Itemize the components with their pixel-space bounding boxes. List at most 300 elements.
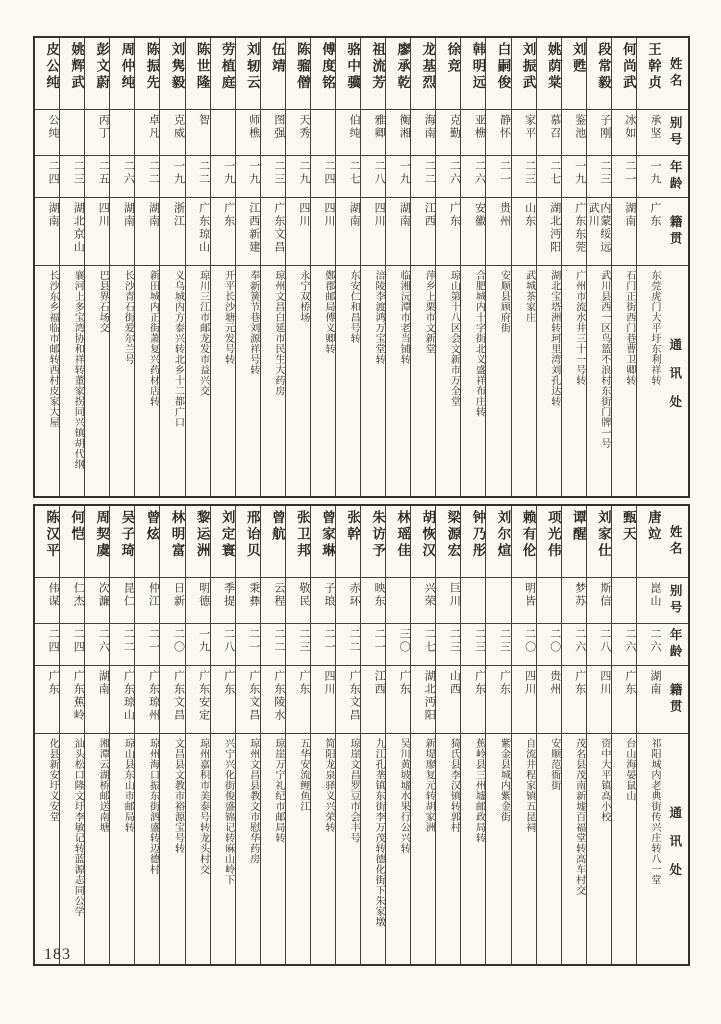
person-name: 梁源宏 <box>436 506 460 578</box>
person-age: 二四 <box>35 624 59 666</box>
person-column <box>612 506 637 964</box>
person-age: 二四 <box>35 156 59 198</box>
person-alias: 公纯 <box>35 110 59 156</box>
person-name: 张卫邦 <box>286 506 310 578</box>
person-name: 彭文蔚 <box>85 38 109 110</box>
person-column <box>386 38 411 496</box>
person-age: 二一 <box>135 624 159 666</box>
person-column <box>386 506 411 964</box>
person-column <box>637 506 661 964</box>
person-alias <box>537 578 561 624</box>
person-alias: 子刚 <box>587 110 611 156</box>
person-alias: 亚樵 <box>461 110 485 156</box>
person-alias: 冰如 <box>612 110 636 156</box>
person-native: 湖北沔阳 <box>537 198 561 266</box>
person-name: 姚辉武 <box>60 38 84 110</box>
person-age: 二一 <box>361 624 385 666</box>
person-age: 二八 <box>587 624 611 666</box>
person-alias: 伟谋 <box>35 578 59 624</box>
person-native: 广东琼州 <box>135 666 159 734</box>
person-age: 一九 <box>386 156 410 198</box>
person-native: 广东文昌 <box>236 666 260 734</box>
header-name: 姓名 <box>661 38 688 110</box>
person-address: 祁阳城内老典街传兴庄转八一堂 <box>649 738 660 885</box>
person-alias: 卓凡 <box>135 110 159 156</box>
header-address: 通讯处 <box>667 338 682 424</box>
person-alias <box>461 578 485 624</box>
person-column <box>35 506 60 964</box>
person-address: 琼州文昌白延市民生大药房 <box>272 270 284 396</box>
table-header-column <box>661 506 688 964</box>
person-native: 湖南 <box>135 198 159 266</box>
person-alias: 承坚 <box>637 110 661 156</box>
person-native: 湖北京山 <box>60 198 84 266</box>
person-alias: 图强 <box>261 110 285 156</box>
person-column <box>60 38 85 496</box>
person-address: 长沙青石街爱尔兰号 <box>122 270 134 365</box>
person-alias: 智 <box>186 110 210 156</box>
person-name: 周仲纯 <box>110 38 134 110</box>
person-alias: 仲江 <box>135 578 159 624</box>
person-address: 紫金县城内紫金街 <box>498 738 510 822</box>
person-native: 广东 <box>386 666 410 734</box>
person-age: 二三 <box>60 156 84 198</box>
person-native: 广东琼山 <box>186 198 210 266</box>
person-age: 二六 <box>637 624 661 666</box>
person-native: 江西 <box>411 198 435 266</box>
person-native: 广东 <box>562 666 586 734</box>
person-address: 资中大平镇高小校 <box>598 738 610 822</box>
person-native: 广东 <box>486 666 510 734</box>
person-alias: 崑山 <box>637 578 661 624</box>
person-address: 巴县界石场交 <box>97 270 109 333</box>
person-name: 傅度铭 <box>311 38 335 110</box>
person-address: 台山海晏鼠山 <box>623 738 635 801</box>
person-name: 刘轫云 <box>236 38 260 110</box>
person-alias: 子琅 <box>311 578 335 624</box>
person-address: 合肥城内十字街北义盛祥布庄转 <box>473 270 485 417</box>
person-name: 陈骝僧 <box>286 38 310 110</box>
person-address: 九江孔垄镇东街李万茂转德化街下朱家墩 <box>373 738 385 927</box>
person-age: 二一 <box>486 156 510 198</box>
person-name: 谭醒 <box>562 506 586 578</box>
person-address: 新堤廖复元转胡家洲 <box>423 738 435 833</box>
person-alias: 克勤 <box>436 110 460 156</box>
person-column <box>537 506 562 964</box>
person-column <box>186 38 211 496</box>
person-column <box>461 38 486 496</box>
person-age: 一九 <box>637 156 661 198</box>
person-age: 二一 <box>236 624 260 666</box>
person-column <box>160 506 185 964</box>
person-native: 江西 <box>361 666 385 734</box>
person-native: 湖南 <box>386 198 410 266</box>
person-alias <box>60 110 84 156</box>
person-native: 浙江 <box>160 198 184 266</box>
person-column <box>286 38 311 496</box>
person-name: 赖有伦 <box>512 506 536 578</box>
person-native: 湖南 <box>35 198 59 266</box>
person-alias: 巨川 <box>436 578 460 624</box>
person-address: 鄭郡邮局傅义卿转 <box>322 270 334 354</box>
directory-table-top <box>33 36 690 498</box>
person-alias: 季提 <box>211 578 235 624</box>
person-age: 二九 <box>286 156 310 198</box>
person-name: 徐竞 <box>436 38 460 110</box>
person-alias: 云程 <box>261 578 285 624</box>
person-name: 骆中骥 <box>336 38 360 110</box>
person-name: 吴子琦 <box>110 506 134 578</box>
header-address: 通讯处 <box>667 806 682 892</box>
person-age: 一九 <box>562 156 586 198</box>
person-address: 武川县西一区鸟篮不浪村东街门牌一号 <box>598 270 610 449</box>
person-age: 一九 <box>160 156 184 198</box>
person-name: 陈汉平 <box>35 506 59 578</box>
person-native: 广东 <box>35 666 59 734</box>
person-alias: 明皆 <box>512 578 536 624</box>
person-column <box>311 38 336 496</box>
person-column <box>211 506 236 964</box>
person-column <box>361 506 386 964</box>
person-alias: 明德 <box>186 578 210 624</box>
person-native: 广东东莞 <box>562 198 586 266</box>
page-number: 183 <box>44 946 71 963</box>
person-age: 二六 <box>612 624 636 666</box>
person-address: 兴宁兴化街俊盛锦记转麻山岭下 <box>222 738 234 885</box>
person-alias <box>311 110 335 156</box>
person-age: 二八 <box>211 624 235 666</box>
person-native: 广东 <box>637 198 661 266</box>
person-address: 石门正街西门巷曹卫卿转 <box>623 270 635 386</box>
person-age: 二二 <box>135 156 159 198</box>
person-address: 襄河上多宝湾协和祥转董家拐同兴镇胡代纲 <box>72 270 84 470</box>
person-native: 广东陵水 <box>261 666 285 734</box>
person-column <box>612 38 637 496</box>
person-age: 二三 <box>261 156 285 198</box>
person-column <box>361 38 386 496</box>
person-name: 钟乃彤 <box>461 506 485 578</box>
person-alias: 敬民 <box>286 578 310 624</box>
person-column <box>512 506 537 964</box>
person-alias: 家平 <box>512 110 536 156</box>
person-alias: 静怀 <box>486 110 510 156</box>
person-address: 湖北宝塔洲转珂里湾刘孔达转 <box>548 270 560 407</box>
person-native: 贵州 <box>537 666 561 734</box>
person-name: 张幹 <box>336 506 360 578</box>
person-column <box>411 506 436 964</box>
person-native: 广东 <box>211 666 235 734</box>
person-address: 奉新簧节巷刘源祥号转 <box>247 270 259 375</box>
person-native: 广东 <box>461 666 485 734</box>
person-native: 湖南 <box>85 666 109 734</box>
person-name: 段常毅 <box>587 38 611 110</box>
person-address: 琼崖文昌罗豆市会丰号 <box>348 738 360 843</box>
person-alias: 伯纯 <box>336 110 360 156</box>
person-address: 广州市流水井三十一号转 <box>573 270 585 386</box>
person-age: 二〇 <box>537 624 561 666</box>
header-age: 年龄 <box>661 624 688 666</box>
person-name: 伍靖 <box>261 38 285 110</box>
person-native: 江西新建 <box>236 198 260 266</box>
person-name: 龙基烈 <box>411 38 435 110</box>
directory-table-bottom <box>33 504 690 966</box>
person-native: 广东安定 <box>186 666 210 734</box>
person-alias <box>386 578 410 624</box>
header-native: 籍贯 <box>661 666 688 734</box>
person-name: 林明富 <box>160 506 184 578</box>
person-column <box>85 506 110 964</box>
person-native: 湖南 <box>336 198 360 266</box>
person-address: 义乌城内方泰兴转北乡十二都广口 <box>172 270 184 428</box>
person-address: 涪陵李渡鸿万宝堂转 <box>373 270 385 365</box>
person-column <box>637 38 661 496</box>
person-alias: 鉴池 <box>562 110 586 156</box>
person-name: 刘尔煊 <box>486 506 510 578</box>
person-column <box>110 38 135 496</box>
person-native: 四川 <box>512 666 536 734</box>
person-alias: 天秀 <box>286 110 310 156</box>
person-native: 广东 <box>286 666 310 734</box>
person-address: 东安仁和昌号转 <box>348 270 360 344</box>
person-age: 二二 <box>261 624 285 666</box>
person-column <box>562 38 587 496</box>
person-name: 曾炫 <box>135 506 159 578</box>
person-age: 二八 <box>361 156 385 198</box>
person-column <box>336 506 361 964</box>
person-address: 五华安流鲤鱼江 <box>297 738 309 812</box>
person-native: 山西 <box>436 666 460 734</box>
person-name: 刘家仕 <box>587 506 611 578</box>
person-native: 四川 <box>361 198 385 266</box>
person-age: 二七 <box>537 156 561 198</box>
person-name: 王幹贞 <box>637 38 661 110</box>
person-column <box>587 38 612 496</box>
person-alias: 慕召 <box>537 110 561 156</box>
person-column <box>85 38 110 496</box>
person-name: 陈振先 <box>135 38 159 110</box>
person-age: 二三 <box>512 156 536 198</box>
person-name: 何恺 <box>60 506 84 578</box>
person-name: 刘振武 <box>512 38 536 110</box>
person-native: 四川 <box>587 666 611 734</box>
header-alias: 别号 <box>661 578 688 624</box>
person-native: 广东蕉岭 <box>60 666 84 734</box>
person-alias <box>612 578 636 624</box>
person-age: 二七 <box>411 624 435 666</box>
person-address: 琼山县东山市邮局转 <box>122 738 134 833</box>
person-name: 何尚武 <box>612 38 636 110</box>
person-native: 湖南 <box>110 198 134 266</box>
person-native: 广东 <box>211 198 235 266</box>
person-address: 琼州嘉积市美泰号转龙头村交 <box>197 738 209 875</box>
person-address: 自流井程家镇五昆祠 <box>523 738 535 833</box>
person-column <box>411 38 436 496</box>
person-native: 广东 <box>612 666 636 734</box>
person-native: 四川 <box>85 198 109 266</box>
person-age: 二四 <box>60 624 84 666</box>
person-address: 东莞虎门大平圩东利祥转 <box>649 270 660 386</box>
person-native: 四川 <box>311 666 335 734</box>
person-age: 二四 <box>311 156 335 198</box>
person-alias: 仁杰 <box>60 578 84 624</box>
person-age: 一九 <box>211 156 235 198</box>
header-name: 姓名 <box>661 506 688 578</box>
person-address: 琼山第十八区会文新市万全堂 <box>448 270 460 407</box>
person-age: 二〇 <box>512 624 536 666</box>
person-column <box>587 506 612 964</box>
person-alias: 映东 <box>361 578 385 624</box>
person-age: 二六 <box>562 624 586 666</box>
person-native: 四川 <box>311 198 335 266</box>
person-name: 刘隽毅 <box>160 38 184 110</box>
person-native: 广东 <box>436 198 460 266</box>
header-alias: 别号 <box>661 110 688 156</box>
person-name: 邢诒贝 <box>236 506 260 578</box>
person-age: 二二 <box>336 624 360 666</box>
person-age: 二二 <box>411 156 435 198</box>
person-alias: 海南 <box>411 110 435 156</box>
person-native: 湖南 <box>612 198 636 266</box>
person-column <box>35 38 60 496</box>
person-alias: 兴荣 <box>411 578 435 624</box>
person-age: 二一 <box>612 156 636 198</box>
person-age: 三〇 <box>386 624 410 666</box>
person-address: 猗氏县李汉镇转郭村 <box>448 738 460 833</box>
person-column <box>135 506 160 964</box>
person-native: 湖北沔阳 <box>411 666 435 734</box>
person-name: 朱访予 <box>361 506 385 578</box>
person-name: 刘定寰 <box>211 506 235 578</box>
person-address: 开平长沙塘元发号转 <box>222 270 234 365</box>
person-alias: 衡湘 <box>386 110 410 156</box>
person-age: 二三 <box>461 624 485 666</box>
person-alias: 梦苏 <box>562 578 586 624</box>
person-column <box>110 506 135 964</box>
person-name: 白嗣俊 <box>486 38 510 110</box>
person-alias: 日新 <box>160 578 184 624</box>
person-column <box>336 38 361 496</box>
header-native: 籍贯 <box>661 198 688 266</box>
person-age: 二二 <box>186 156 210 198</box>
person-column <box>261 38 286 496</box>
person-column <box>311 506 336 964</box>
person-address: 新田城内正街萧复兴药材店转 <box>147 270 159 407</box>
person-columns <box>35 506 661 964</box>
person-age: 一九 <box>186 624 210 666</box>
person-age: 二三 <box>436 624 460 666</box>
person-native: 四川 <box>286 198 310 266</box>
person-address: 临湘沅潭市老当铺转 <box>398 270 410 365</box>
person-column <box>135 38 160 496</box>
person-age: 二六 <box>461 156 485 198</box>
person-column <box>436 506 461 964</box>
person-address: 文昌县文教市裕源宝号转 <box>172 738 184 854</box>
person-address: 蕉岭县三州墟邮政局转 <box>473 738 485 843</box>
person-column <box>537 38 562 496</box>
person-alias: 昆仁 <box>110 578 134 624</box>
person-address: 长沙东乡福临市邮转西村皮家大屋 <box>47 270 59 428</box>
person-address: 永宁双桥场 <box>297 270 309 323</box>
person-address: 化县新安圩义安堂 <box>47 738 59 822</box>
person-column <box>236 506 261 964</box>
person-name: 刘甦 <box>562 38 586 110</box>
person-native: 贵州 <box>486 198 510 266</box>
person-name: 黎运洲 <box>186 506 210 578</box>
person-name: 甄天 <box>612 506 636 578</box>
person-name: 廖承乾 <box>386 38 410 110</box>
person-age: 二六 <box>436 156 460 198</box>
person-name: 姚荫棠 <box>537 38 561 110</box>
person-age: 二三 <box>486 624 510 666</box>
person-alias: 赤环 <box>336 578 360 624</box>
person-age: 二〇 <box>160 624 184 666</box>
person-address: 吴川黄坡墟水果行公兴转 <box>398 738 410 854</box>
person-age: 二七 <box>336 156 360 198</box>
person-address: 简阳龙泉驿义兴荣转 <box>322 738 334 833</box>
person-name: 胡恢汉 <box>411 506 435 578</box>
person-age: 二六 <box>110 156 134 198</box>
person-column <box>562 506 587 964</box>
person-column <box>512 38 537 496</box>
person-age: 二五 <box>85 156 109 198</box>
person-alias <box>110 110 134 156</box>
person-age: 二六 <box>85 624 109 666</box>
person-column <box>160 38 185 496</box>
person-alias: 师樵 <box>236 110 260 156</box>
person-alias: 雅卿 <box>361 110 385 156</box>
person-alias: 秉彝 <box>236 578 260 624</box>
person-native: 山东 <box>512 198 536 266</box>
person-address: 汕头松口隆文圩李敏记转蓝源志同公学 <box>72 738 84 917</box>
person-column <box>461 506 486 964</box>
person-name: 祖流芳 <box>361 38 385 110</box>
person-address: 安顺范衙街 <box>548 738 560 791</box>
person-name: 唐竝 <box>637 506 661 578</box>
person-column <box>436 38 461 496</box>
person-native: 广东文昌 <box>261 198 285 266</box>
header-age: 年龄 <box>661 156 688 198</box>
person-age: 二二 <box>110 624 134 666</box>
person-alias <box>211 110 235 156</box>
person-native: 广东文昌 <box>336 666 360 734</box>
person-age: 二三 <box>587 156 611 198</box>
person-address: 琼川三江市邮龙发市益兴交 <box>197 270 209 396</box>
person-name: 劳植庭 <box>211 38 235 110</box>
person-native: 内蒙绥远武川 <box>587 198 611 266</box>
person-name: 林瑶佳 <box>386 506 410 578</box>
person-address: 琼州海口振东街泗盛转迈德村 <box>147 738 159 875</box>
table-header-column <box>661 38 688 496</box>
person-address: 萍乡上栗市文新堂 <box>423 270 435 354</box>
person-alias: 丙丁 <box>85 110 109 156</box>
person-column <box>261 506 286 964</box>
person-column <box>286 506 311 964</box>
person-name: 项光伟 <box>537 506 561 578</box>
person-alias <box>486 578 510 624</box>
person-column <box>486 506 511 964</box>
person-address: 武城茶家庄 <box>523 270 535 323</box>
person-column <box>60 506 85 964</box>
person-column <box>186 506 211 964</box>
person-age: 二三 <box>286 624 310 666</box>
person-column <box>236 38 261 496</box>
person-age: 二一 <box>311 624 335 666</box>
person-age: 一九 <box>236 156 260 198</box>
person-address: 安顺县顾府街 <box>498 270 510 333</box>
person-alias: 克威 <box>160 110 184 156</box>
person-column <box>486 38 511 496</box>
person-address: 琼州文昌县教文市慰华药房 <box>247 738 259 864</box>
